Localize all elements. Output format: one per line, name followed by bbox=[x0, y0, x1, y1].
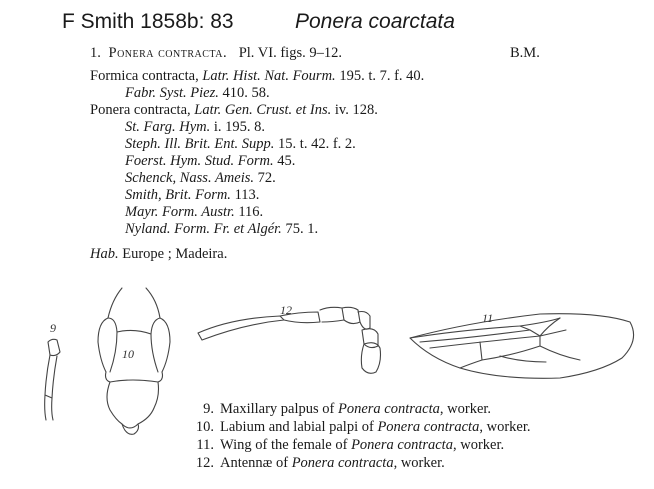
syn-line-8: Mayr. Form. Austr. 116. bbox=[125, 204, 264, 220]
fig9-label: 9 bbox=[50, 321, 56, 335]
syn-line-9: Nyland. Form. Fr. et Algér. 75. 1. bbox=[125, 221, 319, 237]
fig12-label: 12 bbox=[280, 303, 292, 317]
caption-fig12: 12. Antennæ of Ponera contracta, worker. bbox=[195, 455, 445, 471]
fig11-label: 11 bbox=[482, 311, 494, 325]
collection-code: B.M. bbox=[510, 45, 540, 61]
syn-line-1: Fabr. Syst. Piez. 410. 58. bbox=[125, 85, 270, 101]
fig10-labium bbox=[98, 288, 170, 434]
habitat-label: Hab. bbox=[90, 246, 119, 262]
syn-line-7: Smith, Brit. Form. 113. bbox=[125, 187, 260, 203]
entry-number: 1. bbox=[90, 45, 101, 61]
entry-name: Ponera contracta. bbox=[108, 45, 228, 61]
syn-line-5: Foerst. Hym. Stud. Form. 45. bbox=[125, 153, 296, 169]
caption-fig10: 10. Labium and labial palpi of Ponera contracta, worker. bbox=[195, 419, 531, 435]
syn-line-6: Schenck, Nass. Ameis. 72. bbox=[125, 170, 276, 186]
citation-label: F Smith 1858b: 83 bbox=[62, 10, 234, 33]
syn-line-0: Formica contracta, Latr. Hist. Nat. Fourm. 195. t. 7. f. 40. bbox=[90, 68, 425, 84]
syn-line-3: St. Farg. Hym. i. 195. 8. bbox=[125, 119, 266, 135]
plate-ref: Pl. VI. figs. 9–12. bbox=[238, 45, 342, 61]
species-label: Ponera coarctata bbox=[295, 10, 455, 33]
syn-line-2: Ponera contracta, Latr. Gen. Crust. et Ins. iv. 128. bbox=[90, 102, 378, 118]
caption-fig11: 11. Wing of the female of Ponera contracta, worker. bbox=[196, 437, 505, 453]
fig11-wing bbox=[410, 314, 634, 379]
caption-fig9: 9. Maxillary palpus of Ponera contracta, worker. bbox=[203, 401, 492, 417]
syn-line-4: Steph. Ill. Brit. Ent. Supp. 15. t. 42. f. 2. bbox=[125, 136, 356, 152]
fig9-maxillary-palpus bbox=[45, 339, 60, 420]
fig10-label: 10 bbox=[122, 347, 134, 361]
fig12-antenna bbox=[198, 307, 381, 373]
habitat-value: Europe ; Madeira. bbox=[118, 246, 228, 262]
